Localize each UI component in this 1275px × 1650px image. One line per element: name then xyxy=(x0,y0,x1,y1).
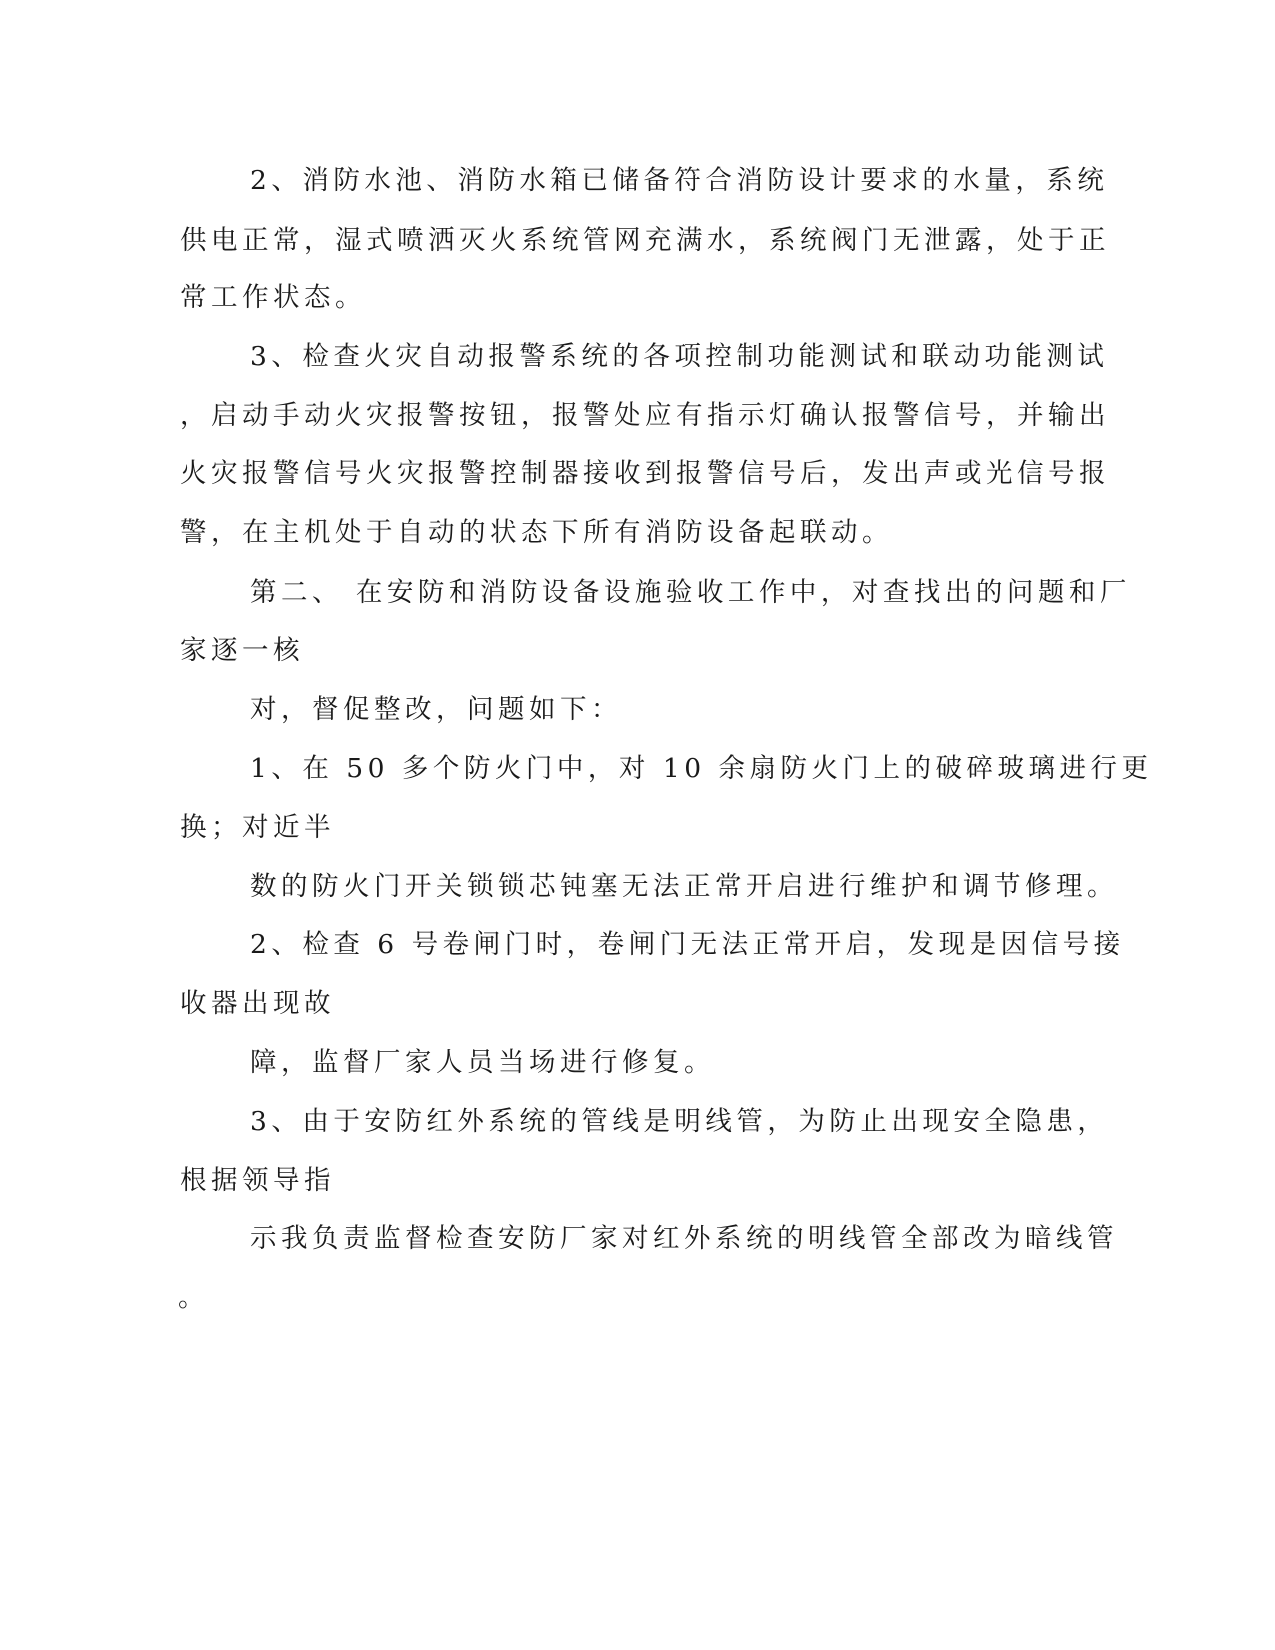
text-line: 警，在主机处于自动的状态下所有消防设备起联动。 xyxy=(180,517,893,548)
text-line: 常工作状态。 xyxy=(180,282,366,313)
text-line: 数的防火门开关锁锁芯钝塞无法正常开启进行维护和调节修理。 xyxy=(250,871,1118,902)
text-line: 1、在 50 多个防火门中，对 10 余扇防火门上的破碎玻璃进行更 xyxy=(250,753,1153,784)
text-line: 示我负责监督检查安防厂家对红外系统的明线管全部改为暗线管 xyxy=(250,1223,1118,1254)
text-line: 3、由于安防红外系统的管线是明线管，为防止出现安全隐患， xyxy=(250,1106,1109,1137)
text-line: 对，督促整改，问题如下： xyxy=(250,694,622,725)
text-line: 2、检查 6 号卷闸门时，卷闸门无法正常开启，发现是因信号接 xyxy=(250,929,1125,960)
text-line: ，启动手动火灾报警按钮，报警处应有指示灯确认报警信号，并输出 xyxy=(180,400,1110,431)
text-line: 供电正常，湿式喷洒灭火系统管网充满水，系统阀门无泄露，处于正 xyxy=(180,225,1110,256)
text-line: 收器出现故 xyxy=(180,988,335,1019)
text-line: 火灾报警信号火灾报警控制器接收到报警信号后，发出声或光信号报 xyxy=(180,458,1110,489)
text-line: 家逐一核 xyxy=(180,635,304,666)
text-line: 换；对近半 xyxy=(180,812,335,843)
text-line: 3、检查火灾自动报警系统的各项控制功能测试和联动功能测试 xyxy=(250,341,1109,372)
text-line: 2、消防水池、消防水箱已储备符合消防设计要求的水量，系统 xyxy=(250,165,1109,196)
text-line: 第二、 在安防和消防设备设施验收工作中，对查找出的问题和厂 xyxy=(250,577,1131,608)
text-line: 。 xyxy=(178,1282,209,1313)
text-line: 根据领导指 xyxy=(180,1165,335,1196)
text-line: 障，监督厂家人员当场进行修复。 xyxy=(250,1047,715,1078)
